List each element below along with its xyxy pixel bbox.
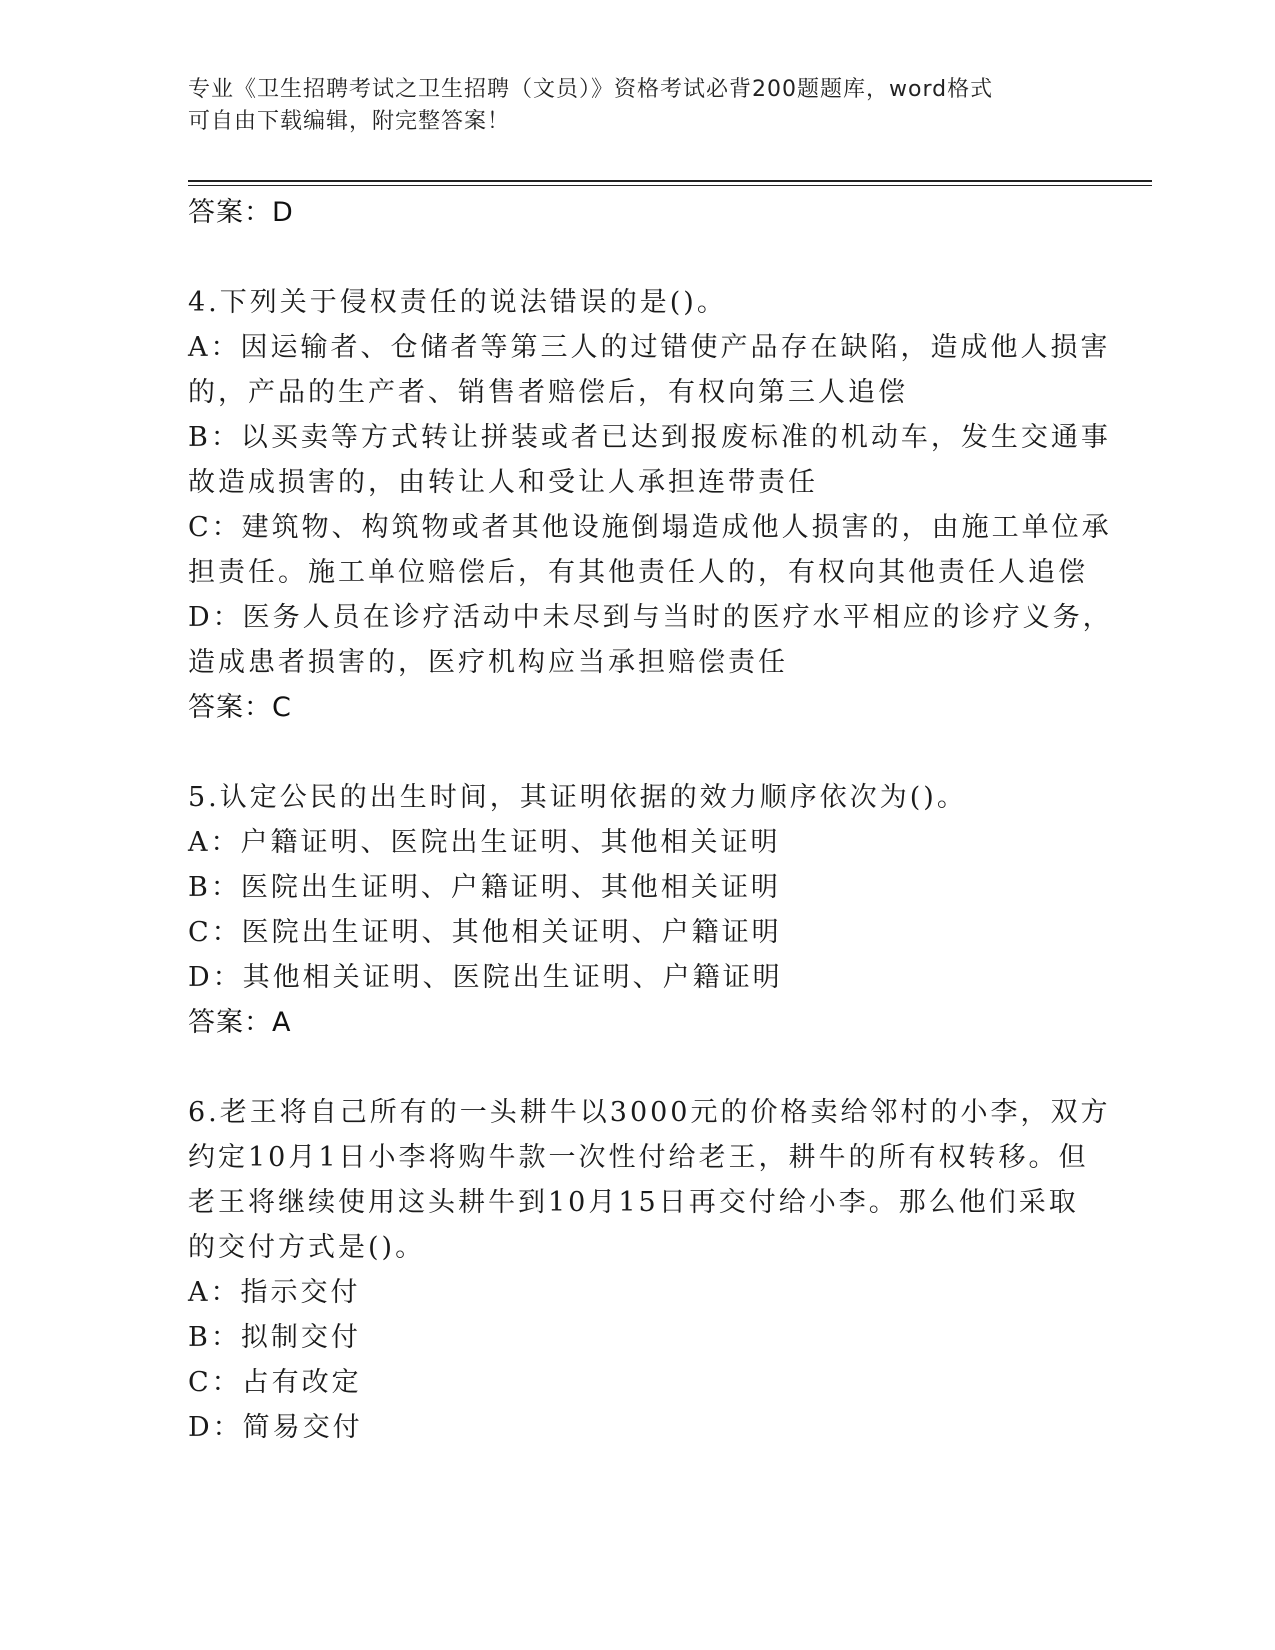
option-d: D：其他相关证明、医院出生证明、户籍证明 — [188, 962, 783, 993]
option-a-cont: 的，产品的生产者、销售者赔偿后，有权向第三人追偿 — [188, 377, 908, 408]
option-b: B：医院出生证明、户籍证明、其他相关证明 — [188, 872, 781, 903]
option-c-cont: 担责任。施工单位赔偿后，有其他责任人的，有权向其他责任人追偿 — [188, 557, 1088, 588]
header-line-1: 专业《卫生招聘考试之卫生招聘（文员）》资格考试必背200题题库，word格式 — [188, 77, 994, 102]
option-c: C：占有改定 — [188, 1367, 362, 1398]
question-6 — [188, 1090, 1111, 1450]
answer: 答案：C — [188, 692, 292, 723]
option-b: B：拟制交付 — [188, 1322, 361, 1353]
question-content — [188, 190, 1113, 1450]
option-b: B：以买卖等方式转让拼装或者已达到报废标准的机动车，发生交通事 — [188, 422, 1111, 453]
header-line-2: 可自由下载编辑，附完整答案！ — [188, 109, 511, 134]
spacer — [188, 1045, 1088, 1090]
answer-prev: 答案：D — [188, 197, 294, 228]
header-divider-thin — [188, 185, 1152, 186]
question-stem: 5.认定公民的出生时间，其证明依据的效力顺序依次为()。 — [188, 782, 967, 813]
spacer — [188, 235, 1088, 280]
option-a: A：指示交付 — [188, 1277, 361, 1308]
question-stem: 4.下列关于侵权责任的说法错误的是()。 — [188, 287, 727, 318]
question-stem-1: 6.老王将自己所有的一头耕牛以3000元的价格卖给邻村的小李，双方 — [188, 1097, 1111, 1128]
question-stem-2: 约定10月1日小李将购牛款一次性付给老王，耕牛的所有权转移。但 — [188, 1142, 1089, 1173]
question-stem-4: 的交付方式是()。 — [188, 1232, 426, 1263]
option-a: A：户籍证明、医院出生证明、其他相关证明 — [188, 827, 781, 858]
option-c: C：医院出生证明、其他相关证明、户籍证明 — [188, 917, 782, 948]
page-header — [188, 74, 1068, 138]
question-4 — [188, 280, 1113, 730]
option-d: D：简易交付 — [188, 1412, 363, 1443]
question-5 — [188, 775, 1088, 1045]
option-d-cont: 造成患者损害的，医疗机构应当承担赔偿责任 — [188, 647, 788, 678]
header-divider-thick — [188, 180, 1152, 182]
question-stem-3: 老王将继续使用这头耕牛到10月15日再交付给小李。那么他们采取 — [188, 1187, 1079, 1218]
answer: 答案：A — [188, 1007, 292, 1038]
option-a: A：因运输者、仓储者等第三人的过错使产品存在缺陷，造成他人损害 — [188, 332, 1111, 363]
option-b-cont: 故造成损害的，由转让人和受让人承担连带责任 — [188, 467, 818, 498]
spacer — [188, 730, 1088, 775]
option-c: C：建筑物、构筑物或者其他设施倒塌造成他人损害的，由施工单位承 — [188, 512, 1112, 543]
option-d: D：医务人员在诊疗活动中未尽到与当时的医疗水平相应的诊疗义务， — [188, 602, 1113, 633]
